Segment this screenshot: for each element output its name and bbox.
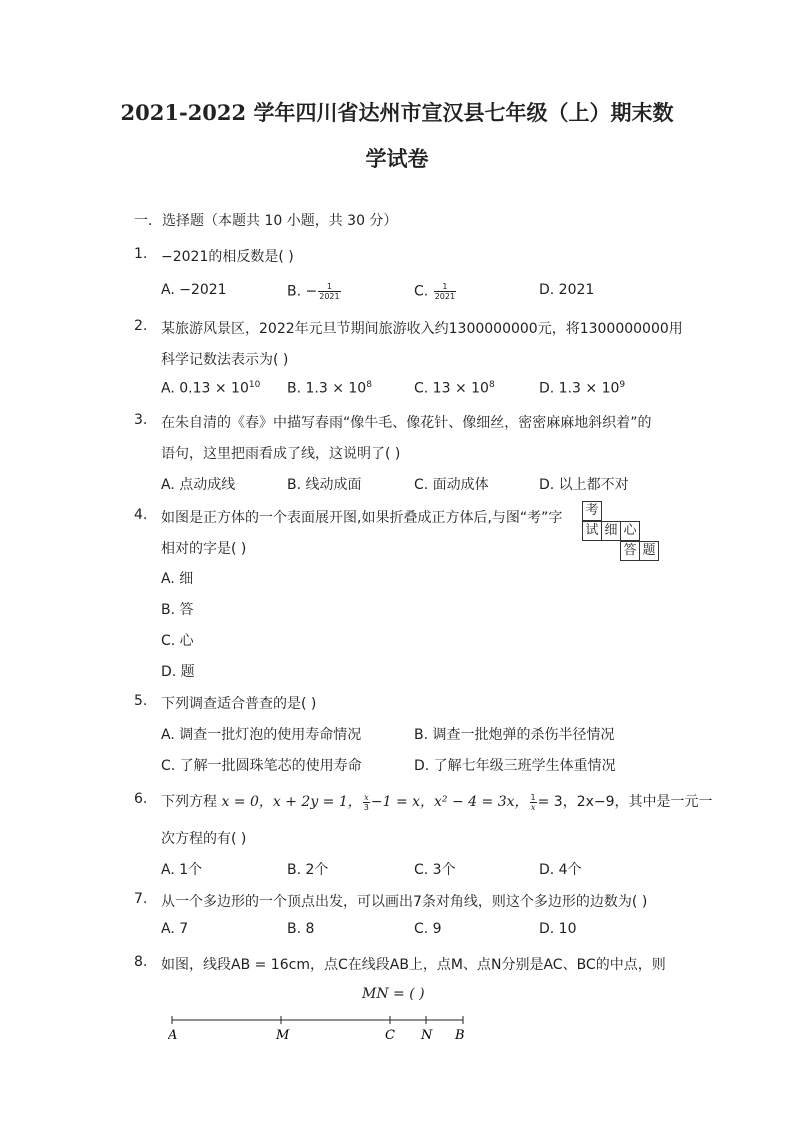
option-a[interactable]: A. 点动成线 bbox=[161, 477, 236, 493]
option-b[interactable]: B. 答 bbox=[161, 602, 194, 618]
point-label-c: C bbox=[385, 1028, 395, 1043]
option-d[interactable] bbox=[539, 380, 625, 397]
option-label: A. 0.13 × 10 bbox=[161, 380, 249, 397]
exponent: 10 bbox=[248, 380, 261, 390]
option-c[interactable] bbox=[414, 282, 457, 301]
option-b[interactable]: B. 线动成面 bbox=[287, 477, 362, 493]
question-stem-line1: 如图，线段AB = 16cm，点C在线段AB上，点M、点N分别是AC、BC的中点，则 bbox=[161, 957, 666, 973]
net-cell: 试 bbox=[582, 521, 602, 541]
option-c[interactable] bbox=[414, 380, 495, 397]
option-d[interactable]: D. 2021 bbox=[539, 282, 595, 298]
equation-list: x = 0，x + 2y = 1， bbox=[221, 794, 362, 810]
option-b[interactable]: B. 调查一批炮弹的杀伤半径情况 bbox=[414, 727, 615, 743]
option-label: C. bbox=[414, 283, 433, 300]
fraction: $\frac{1}{x}$ bbox=[530, 792, 536, 812]
question-stem-line2: 科学记数法表示为( ) bbox=[161, 352, 289, 368]
net-cell: 答 bbox=[620, 541, 640, 561]
page-title-line1: 2021-2022 学年四川省达州市宣汉县七年级（上）期末数 bbox=[120, 100, 674, 125]
question-number: 1. bbox=[134, 246, 148, 262]
option-b[interactable]: B. 8 bbox=[287, 921, 315, 937]
option-a[interactable]: A. 7 bbox=[161, 921, 189, 937]
question-number: 8. bbox=[134, 954, 148, 970]
option-a[interactable] bbox=[161, 380, 260, 397]
question-stem-line2: 相对的字是( ) bbox=[161, 541, 247, 557]
question-stem: −2021的相反数是( ) bbox=[161, 249, 294, 265]
question-number: 2. bbox=[134, 318, 148, 334]
point-label-b: B bbox=[455, 1028, 465, 1043]
page-title-line2: 学试卷 bbox=[365, 146, 429, 171]
question-number: 7. bbox=[134, 891, 148, 907]
question-stem-line2: MN = ( ) bbox=[362, 986, 425, 1002]
option-b[interactable]: B. 2个 bbox=[287, 862, 329, 878]
section-heading: 一．选择题（本题共 10 小题，共 30 分） bbox=[134, 213, 398, 229]
option-d[interactable]: D. 以上都不对 bbox=[539, 477, 629, 493]
option-a[interactable]: A. 细 bbox=[161, 571, 194, 587]
option-label: B. − bbox=[287, 283, 318, 300]
question-stem: 从一个多边形的一个顶点出发，可以画出7条对角线，则这个多边形的边数为( ) bbox=[161, 894, 648, 910]
point-label-n: N bbox=[421, 1028, 433, 1043]
stem-text: 下列方程 bbox=[161, 794, 217, 810]
question-stem-line1: 如图是正方体的一个表面展开图,如果折叠成正方体后,与图“考”字 bbox=[161, 510, 563, 526]
option-a[interactable]: A. −2021 bbox=[161, 282, 227, 298]
point-label-a: A bbox=[168, 1028, 178, 1043]
question-number: 4. bbox=[134, 507, 148, 523]
question-number: 5. bbox=[134, 693, 148, 709]
fraction: $\frac{x}{3}$ bbox=[363, 792, 369, 812]
option-a[interactable]: A. 调查一批灯泡的使用寿命情况 bbox=[161, 727, 362, 743]
stem-text: = 3，2x−9，其中是一元一 bbox=[537, 794, 713, 810]
cube-net-figure bbox=[582, 501, 662, 563]
option-label: B. 1.3 × 10 bbox=[287, 380, 367, 397]
option-b[interactable] bbox=[287, 380, 372, 397]
option-a[interactable]: A. 1个 bbox=[161, 862, 203, 878]
option-label: C. 13 × 10 bbox=[414, 380, 489, 397]
option-c[interactable]: C. 了解一批圆珠笔芯的使用寿命 bbox=[161, 758, 362, 774]
question-number: 6. bbox=[134, 791, 148, 807]
option-label: D. 1.3 × 10 bbox=[539, 380, 620, 397]
exponent: 9 bbox=[619, 380, 626, 390]
question-stem-line1 bbox=[161, 791, 713, 812]
question-stem-line2: 语句，这里把雨看成了线，这说明了( ) bbox=[161, 446, 401, 462]
question-number: 3. bbox=[134, 412, 148, 428]
question-stem-line1: 某旅游风景区，2022年元旦节期间旅游收入约1300000000元，将1300000000用 bbox=[161, 321, 683, 337]
net-cell: 考 bbox=[582, 501, 602, 521]
line-segment-figure bbox=[168, 1010, 478, 1050]
exponent: 8 bbox=[366, 380, 372, 390]
question-stem-line1: 在朱自清的《春》中描写春雨“像牛毛、像花针、像细丝，密密麻麻地斜织着”的 bbox=[161, 415, 652, 431]
question-stem: 下列调查适合普查的是( ) bbox=[161, 696, 317, 712]
option-d[interactable]: D. 4个 bbox=[539, 862, 582, 878]
point-label-m: M bbox=[276, 1028, 290, 1043]
option-c[interactable]: C. 3个 bbox=[414, 862, 456, 878]
option-c[interactable]: C. 9 bbox=[414, 921, 442, 937]
net-cell: 题 bbox=[639, 541, 659, 561]
net-cell: 心 bbox=[620, 521, 640, 541]
fraction: $\frac{1}{2021}$ bbox=[434, 282, 456, 301]
exponent: 8 bbox=[488, 380, 495, 390]
option-d[interactable]: D. 题 bbox=[161, 664, 195, 680]
question-stem-line2: 次方程的有( ) bbox=[161, 831, 247, 847]
option-d[interactable]: D. 10 bbox=[539, 921, 577, 937]
option-c[interactable]: C. 面动成体 bbox=[414, 477, 489, 493]
equation-list: −1 = x，x² − 4 = 3x， bbox=[370, 794, 529, 810]
option-b[interactable] bbox=[287, 282, 342, 301]
net-cell: 细 bbox=[601, 521, 621, 541]
option-d[interactable]: D. 了解七年级三班学生体重情况 bbox=[414, 758, 616, 774]
option-c[interactable]: C. 心 bbox=[161, 633, 194, 649]
fraction: $\frac{1}{2021}$ bbox=[319, 282, 340, 301]
